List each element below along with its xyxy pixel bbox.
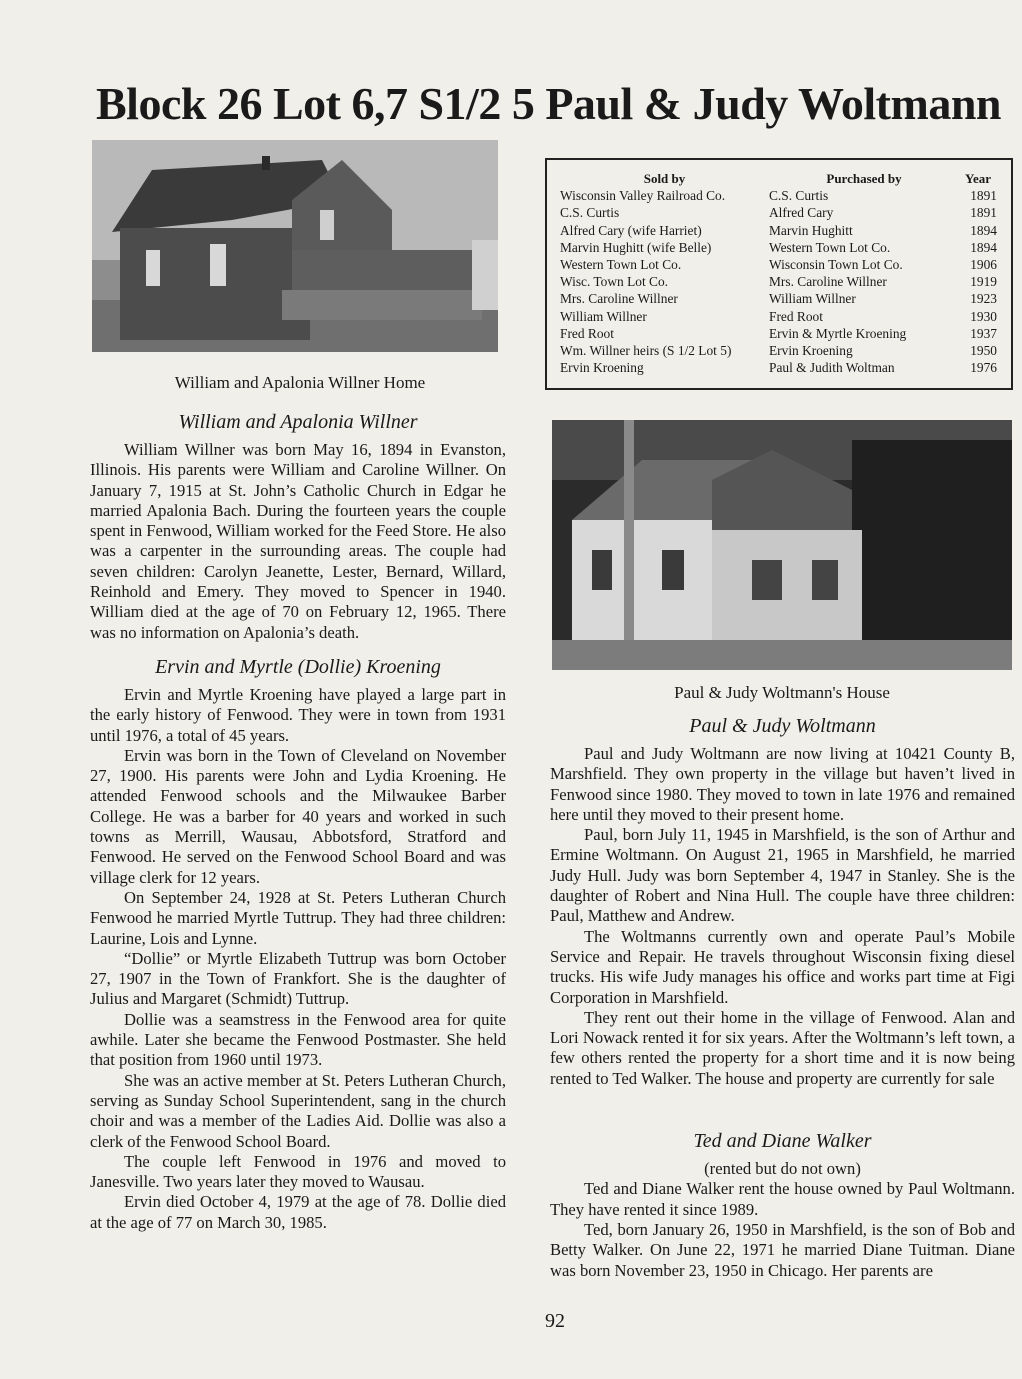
kroening-paragraph: On September 24, 1928 at St. Peters Lutheran Church Fenwood he married Myrtle Tuttrup. They had three children: Laurine, Lois and Lynne. xyxy=(90,887,506,948)
year-cell: 1894 xyxy=(970,239,997,255)
walker-paragraph: Ted, born January 26, 1950 in Marshfield, is the son of Bob and Betty Walker. On June 22, 1971 he married Diane Tuitman. Diane was born November 23, 1950 in Chicago. Her parents are xyxy=(550,1219,1015,1280)
year-cell: 1937 xyxy=(970,325,997,341)
woltmann-paragraph: The Woltmanns currently own and operate Paul’s Mobile Service and Repair. He travels throughout Wisconsin fixing diesel trucks. His wife Judy manages his office and works part time at Figi Corporation in Marshfield. xyxy=(550,926,1015,1007)
willner-heading: William and Apalonia Willner xyxy=(178,411,418,433)
table-row xyxy=(547,342,1011,359)
caption-text: William and Apalonia Willner Home xyxy=(174,373,426,392)
sold-by-cell: Ervin Kroening xyxy=(560,360,644,376)
table-header-row xyxy=(547,170,1011,187)
willner-home-photo xyxy=(92,140,498,352)
sold-by-cell: Western Town Lot Co. xyxy=(560,257,682,273)
right-column xyxy=(550,714,1015,1281)
page-title: Block 26 Lot 6,7 S1/2 5 Paul & Judy Woltmann xyxy=(96,78,1001,129)
purchased-by-cell: Ervin Kroening xyxy=(769,343,853,359)
sold-by-cell: Marvin Hughitt (wife Belle) xyxy=(560,239,712,255)
purchased-by-cell: Ervin & Myrtle Kroening xyxy=(769,325,907,341)
header-purchased-by: Purchased by xyxy=(826,171,902,186)
walker-subheading: (rented but do not own) xyxy=(704,1159,861,1179)
willner-home-caption xyxy=(90,372,510,394)
sold-by-cell: Fred Root xyxy=(560,325,614,341)
sold-by-cell: Mrs. Caroline Willner xyxy=(560,291,678,307)
kroening-paragraph: The couple left Fenwood in 1976 and moved to Janesville. Two years later they moved to Wausau. xyxy=(90,1151,506,1192)
kroening-paragraph: Ervin died October 4, 1979 at the age of 78. Dollie died at the age of 77 on March 30, 1985. xyxy=(90,1192,506,1232)
year-cell: 1950 xyxy=(970,343,997,359)
purchased-by-cell: Marvin Hughitt xyxy=(769,222,853,238)
table-row xyxy=(547,239,1011,256)
table-row xyxy=(547,187,1011,204)
property-sale-table xyxy=(545,158,1013,390)
kroening-paragraph: She was an active member at St. Peters Lutheran Church, serving as Sunday School Superintendent, sang in the church choir and was a member of the Ladies Aid. Dollie was also a clerk of the Fenwood School Board. xyxy=(90,1070,506,1151)
year-cell: 1976 xyxy=(970,360,997,376)
table-row xyxy=(547,204,1011,221)
table-row xyxy=(547,256,1011,273)
caption-text: Paul & Judy Woltmann's House xyxy=(674,683,890,702)
purchased-by-cell: Alfred Cary xyxy=(769,205,834,221)
purchased-by-cell: Paul & Judith Woltman xyxy=(769,360,895,376)
sold-by-cell: C.S. Curtis xyxy=(560,205,620,221)
woltmann-house-photo xyxy=(552,420,1012,670)
table-row xyxy=(547,325,1011,342)
sold-by-cell: Wisc. Town Lot Co. xyxy=(560,274,668,290)
left-column xyxy=(90,410,506,1233)
kroening-paragraph: “Dollie” or Myrtle Elizabeth Tuttrup was born October 27, 1907 in the Town of Frankfort. She is the daughter of Julius and Margaret (Schmidt) Tuttrup. xyxy=(90,948,506,1009)
purchased-by-cell: William Willner xyxy=(769,291,856,307)
woltmann-paragraph: Paul, born July 11, 1945 in Marshfield, is the son of Arthur and Ermine Woltmann. On August 21, 1965 in Marshfield, he married Judy Hull. Judy was born September 4, 1947 in Stanley. She is the daughter of Robert and Nina Hull. The couple have three children: Paul, Matthew and Andrew. xyxy=(550,825,1015,926)
sold-by-cell: William Willner xyxy=(560,308,647,324)
header-sold-by: Sold by xyxy=(643,171,686,186)
woltmann-heading: Paul & Judy Woltmann xyxy=(689,715,876,737)
purchased-by-cell: Western Town Lot Co. xyxy=(769,239,891,255)
table-row xyxy=(547,273,1011,290)
kroening-heading: Ervin and Myrtle (Dollie) Kroening xyxy=(155,655,441,678)
kroening-paragraph: Ervin and Myrtle Kroening have played a large part in the early history of Fenwood. They were in town from 1931 until 1976, a total of 45 years. xyxy=(90,684,506,745)
purchased-by-cell: Fred Root xyxy=(769,308,823,324)
kroening-paragraph: Ervin was born in the Town of Cleveland on November 27, 1900. His parents were John and Lydia Kroening. He attended Fenwood schools and the Milwaukee Barber College. He was a barber for 40 years and worked in such towns as Merrill, Wausau, Abbotsford, Stratford and Fenwood. He served on the Fenwood School Board and was village clerk for 12 years. xyxy=(90,745,506,887)
year-cell: 1919 xyxy=(970,274,997,290)
year-cell: 1923 xyxy=(970,291,997,307)
purchased-by-cell: C.S. Curtis xyxy=(769,188,829,204)
year-cell: 1891 xyxy=(970,205,997,221)
willner-paragraph: William Willner was born May 16, 1894 in Evanston, Illinois. His parents were William and Caroline Willner. On January 7, 1915 at St. John’s Catholic Church in Edgar he married Apalonia Bach. During the fourteen years the couple spent in Fenwood, William worked for the Feed Store. He also was a carpenter in the surrounding areas. The couple had seven children: Carolyn Jeanette, Lester, Bernard, Willard, Reinhold and Emery. They moved to Spencer in 1940. William died at the age of 70 on February 12, 1965. There was no information on Apalonia’s death. xyxy=(90,440,506,642)
purchased-by-cell: Wisconsin Town Lot Co. xyxy=(769,257,903,273)
woltmann-house-caption xyxy=(550,682,1014,704)
year-cell: 1894 xyxy=(970,222,997,238)
header-year: Year xyxy=(965,171,991,186)
kroening-paragraph: Dollie was a seamstress in the Fenwood area for quite awhile. Later she became the Fenwood Postmaster. She held that position from 1960 until 1973. xyxy=(90,1009,506,1070)
table-row xyxy=(547,222,1011,239)
year-cell: 1891 xyxy=(970,188,997,204)
purchased-by-cell: Mrs. Caroline Willner xyxy=(769,274,887,290)
sold-by-cell: Alfred Cary (wife Harriet) xyxy=(560,222,702,238)
year-cell: 1930 xyxy=(970,308,997,324)
woltmann-paragraph: They rent out their home in the village of Fenwood. Alan and Lori Nowack rented it for six years. After the Woltmann’s left town, a few others rented the property for a short time and it is now being rented to Ted Walker. The house and property are currently for sale xyxy=(550,1007,1015,1088)
table-row xyxy=(547,359,1011,376)
page-number: 92 xyxy=(545,1310,565,1332)
year-cell: 1906 xyxy=(970,257,997,273)
sold-by-cell: Wisconsin Valley Railroad Co. xyxy=(560,188,726,204)
sold-by-cell: Wm. Willner heirs (S 1/2 Lot 5) xyxy=(560,343,732,359)
table-row xyxy=(547,308,1011,325)
walker-heading: Ted and Diane Walker xyxy=(693,1130,872,1153)
walker-paragraph: Ted and Diane Walker rent the house owned by Paul Woltmann. They have rented it since 1989. xyxy=(550,1179,1015,1219)
table-row xyxy=(547,290,1011,307)
woltmann-paragraph: Paul and Judy Woltmann are now living at 10421 County B, Marshfield. They own property in the village but haven’t lived in Fenwood since 1980. They moved to town in late 1976 and remained here until they moved to their present home. xyxy=(550,744,1015,824)
